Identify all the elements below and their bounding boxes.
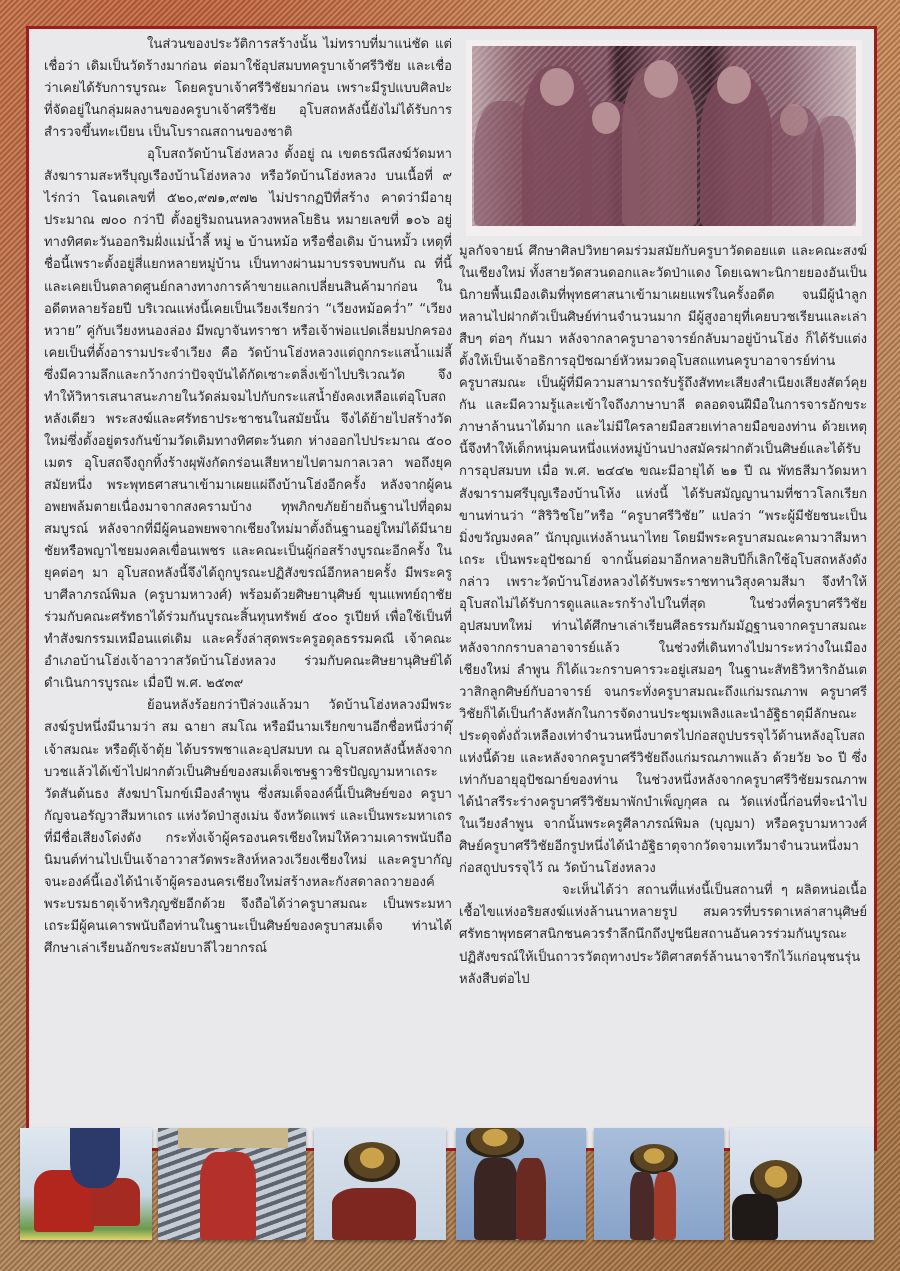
photo-strip-4 bbox=[456, 1128, 586, 1240]
paragraph-kruba-samana: ย้อนหลังร้อยกว่าปีล่วงแล้วมา วัดบ้านโฮ่งหลวงมีพระสงฆ์รูปหนึ่งมีนามว่า สม ฉายา สมโณ หรือมีนามเรียกขานอีกชื่อหนึ่งว่าตุ๊เจ้าสมณะ หรือตุ๊เจ้าตุ้ย ได้บรรพชาและอุปสมบท ณ อุโบสถหลังนี้หลังจากบวชแล้วได้เข้าไปฝากตัวเป็นศิษย์ของสมเด็จเชษฐาวชิรปัญญามหาเถระ วัดสันต้นธง สังฆปาโมกข์เมืองลำพูน ซึ่งสมเด็จองค์นี้เป็นศิษย์ของ ครูบากัญจนอรัญวาสีมหาเถร แห่งวัดป่าสูงเม่น จังหวัดแพร่ และเป็นพระมหาเถรที่มีชื่อเสียงโด่งดัง กระทั่งเจ้าผู้ครองนครเชียงใหม่ให้ความเคารพนับถือนิมนต์ท่านไปเป็นเจ้าอาวาสวัดพระสิงห์หลวงเวียงเชียงใหม่ และครูบากัญจนะองค์นี้เองได้นำเจ้าผู้ครองนครเชียงใหม่สร้างหละกังสดาลถวายองค์พระบรมธาตุเจ้าหริภุญชัยอีกด้วย จึงถือได้ว่าครูบาสมณะ เป็นพระมหาเถระมีผู้คนเคารพนับถือท่านในฐานะเป็นศิษย์ของครูบาสมเด็จ ท่านได้ศึกษาเล่าเรียนอักขระสมัยบาลีไวยากรณ์ bbox=[44, 698, 452, 956]
right-text-column bbox=[459, 241, 867, 991]
paragraph-construction-history: ในส่วนของประวัติการสร้างนั้น ไม่ทราบที่มาแน่ชัด แต่เชื่อว่า เดิมเป็นวัดร้างมาก่อน ต่อมาใช้อุปสมบทครูบาเจ้าศรีวิชัย และเชื่อว่าเคยได้รับการบูรณะ โดยครูบาเจ้าศรีวิชัยมาก่อน เพราะมีรูปแบบศิลปะที่จัดอยู่ในกลุ่มผลงานของครูบาเจ้าศรีวิชัย อุโบสถหลังนี้ยังไม่ได้รับการสำรวจขึ้นทะเบียน เป็นโบราณสถานของชาติ bbox=[44, 37, 452, 141]
left-text-column bbox=[44, 34, 452, 960]
paragraph-ubosot-location: อุโบสถวัดบ้านโฮ่งหลวง ตั้งอยู่ ณ เขตธรณีสงฆ์วัดมหาสังฆารามสะหรีบุญเรืองบ้านโฮ่งหลวง หรือวัดบ้านโฮ่งหลวง บนเนื้อที่ ๙ ไร่กว่า โฉนดเลขที่ ๕๒๐,๙๗๑,๙๗๒ ไม่ปรากฏปีที่สร้าง คาดว่ามีอายุประมาณ ๗๐๐ กว่าปี ตั้งอยู่ริมถนนหลวงพหลโยธิน หมายเลขที่ ๑๐๖ อยู่ทางทิศตะวันออกริมฝั่งแม่น้ำลี้ หมู่ ๒ บ้านหม้อ หรือชื่อเดิม บ้านหมั้ว เหตุที่ชื่อนี้เพราะตั้งอยู่สี่แยกหลายหมู่บ้าน เป็นทางผ่านมาบรรจบพบกัน ณ ที่นี้ และเคยเป็นตลาดศูนย์กลางทางการค้าขายแลกเปลี่ยนสินค้ามาก่อน ในอดีตหลายร้อยปี บริเวณแห่งนี้เคยเป็นเวียงเรียกว่า “เวียงหม้อคว่ำ” “เวียงหวาย” คู่กับเวียงหนองล่อง มีพญาจันทราชา หรือเจ้าพ่อแปดเลี่ยมปกครอง เคยเป็นที่ตั้งอารามประจำเวียง คือ วัดบ้านโฮ่งหลวงแต่ถูกกระแสน้ำแม่ลี้ซึ่งมีความลึกและกว้างกว่าปัจจุบันได้กัดเซาะตลิ่งเข้าไปบริเวณวัด จึงทำให้วิหารเสนาสนะภายในวัดล่มจมไปกับกระแสน้ำยังคงเหลือแต่อุโบสถหลังเดียว พระสงฆ์และศรัทธาประชาชนในสมัยนั้น จึงได้ย้ายไปสร้างวัดใหม่ซึ่งตั้งอยู่ตรงกันข้ามวัดเดิมทางทิศตะวันตก ห่างออกไปประมาณ ๕๐๐ เมตร อุโบสถจึงถูกทิ้งร้างผุพังกัดกร่อนเสียหายไปตามกาลเวลา พอถึงยุคสมัยหนึ่ง พระพุทธศาสนาเข้ามาเผยแผ่ถึงบ้านโฮ่งอีกครั้ง หลังจากผู้คนอพยพล้มตายเนื่องมาจากสงครามบ้าง ทุพภิกขภัยย้ายถิ่นฐานไปที่อุดมสมบูรณ์ หลังจากที่มีผู้คนอพยพจากเชียงใหม่มาตั้งถิ่นฐานอยู่ใหม่ได้มีนายชัยหรือพญาไชยมงคลเขื่อนเพชร และคณะเป็นผู้ก่อสร้างบูรณะอีกครั้ง ในยุคต่อๆ มา อุโบสถหลังนี้จึงได้ถูกบูรณะปฏิสังขรณ์อีกหลายครั้ง มีพระครูบาศีลาภรณ์พิมล (ครูบามหาวงศ์) พร้อมด้วยศิษยานุศิษย์ ขุนแพทย์ฤาชัย ร่วมกับคณะศรัทธาได้ร่วมกันบูรณะสิ้นทุนทรัพย์ ๕๐๐ รูเปียห์ เพื่อใช้เป็นที่ทำสังฆกรรมเหมือนแต่เดิม และครั้งล่าสุดพระครูอดุลธรรมคณี เจ้าคณะอำเภอบ้านโฮ่งเจ้าอาวาสวัดบ้านโฮ่งหลวง ร่วมกับคณะศิษยานุศิษย์ได้ดำเนินการบูรณะ เมื่อปี พ.ศ. ๒๕๓๙ bbox=[44, 147, 452, 692]
photo-icon bbox=[472, 46, 856, 226]
photo-strip-1 bbox=[20, 1128, 152, 1240]
paragraph-kruba-sriwichai: มูลกัจจายน์ ศึกษาศิลปวิทยาคมร่วมสมัยกับครูบาวัดดอยแต และคณะสงฆ์ในเชียงใหม่ ทั้งสายวัดสวนดอกและวัดป่าแดง โดยเฉพาะนิกายยองอันเป็นนิกายพื้นเมืองเดิมที่พุทธศาสนาเข้ามาเผยแพร่ในครั้งอดีต จนมีผู้นำลูกหลานไปฝากตัวเป็นศิษย์ท่านจำนวนมาก มีผู้สูงอายุที่เคยบวชเรียนและเล่าสืบๆ ต่อๆ กันมา หลังจากลาครูบาอาจารย์กลับมาอยู่บ้านโฮ่ง ก็ได้รับแต่งตั้งให้เป็นเจ้าอธิการอุปัชฌาย์หัวหมวดอุโบสถแทนครูบาอาจารย์ท่าน ครูบาสมณะ เป็นผู้ที่มีความสามารถรับรู้ถึงสัททะเสียงสำเนียงเสียงสัตว์คุยกัน และมีความรู้และเข้าใจถึงภาษาบาลี ตลอดจนฝีมือในการจารอักขระภาษาล้านนาได้มาก และไม่มีใครลายมือสวยเท่าลายมือของท่าน ด้วยเหตุนี้จึงทำให้เด็กหนุ่มคนหนึ่งแห่งหมู่บ้านปางสมัครฝากตัวเป็นศิษย์และได้รับการอุปสมบท เมื่อ พ.ศ. ๒๔๔๒ ขณะมีอายุได้ ๒๑ ปี ณ พัทธสีมาวัดมหาสังฆารามศรีบุญเรืองบ้านโห้ง แห่งนี้ ได้รับสมัญญานามที่ชาวโลกเรียกขานท่านว่า “สิริวิชโย”หรือ “ครูบาศรีวิชัย” แปลว่า “พระผู้มีชัยชนะเป็นมิ่งขวัญมงคล” นักบุญแห่งล้านนาไทย โดยมีพระครูบาสมณะคามวาสีมหาเถระ เป็นพระอุปัชฌาย์ จากนั้นต่อมาอีกหลายสิบปีก็เลิกใช้อุโบสถหลังดังกล่าว เพราะวัดบ้านโฮ่งหลวงได้รับพระราชทานวิสุงคามสีมา จึงทำให้อุโบสถไม่ได้รับการดูแลและรกร้างไปในที่สุด ในช่วงที่ครูบาศรีวิชัยอุปสมบทใหม่ ท่านได้ศึกษาเล่าเรียนศีลธรรมกัมมัฏฐานจากครูบาสมณะ หลังจากกราบลาอาจารย์แล้ว ในช่วงที่เดินทางไปมาระหว่างในเมืองเชียงใหม่ ลำพูน ก็ได้แวะกราบคารวะอยู่เสมอๆ ในฐานะสัทธิวิหาริกอันเตวาสิกลูกศิษย์กับอาจารย์ จนกระทั่งครูบาสมณะถึงแก่มรณภาพ ครูบาศรีวิชัยก็ได้เป็นกำลังหลักในการจัดงานประชุมเพลิงและนำอัฐิธาตุมีลักษณะประดุจดั่งถั่วเหลืองเท่าจำนวนหนึ่งบาตรไปก่อสถูปบรรจุไว้ด้านหลังอุโบสถแห่งนี้ด้วย และหลังจากครูบาศรีวิชัยถึงแก่มรณภาพแล้ว ด้วยวัย ๖๐ ปี ซึ่งเท่ากับอายุอุปัชฌาย์ของท่าน ในช่วงหนึ่งหลังจากครูบาศรีวิชัยมรณภาพ ได้นำสรีระร่างครูบาศรีวิชัยมาพักบำเพ็ญกุศล ณ วัดแห่งนี้ก่อนที่จะนำไปในเวียงลำพูน จากนั้นพระครูศีลาภรณ์พิมล (บุญมา) หรือครูบามหาวงศ์ ศิษย์ครูบาศรีวิชัยอีกรูปหนึ่งได้นำอัฐิธาตุจากวัดจามเทวีมาจำนวนหนึ่งมาก่อสถูปบรรจุไว้ ณ วัดบ้านโฮ่งหลวง bbox=[459, 244, 867, 877]
paragraph-conclusion: จะเห็นได้ว่า สถานที่แห่งนี้เป็นสถานที่ ๆ ผลิตหน่อเนื้อเชื้อไขแห่งอริยสงฆ์แห่งล้านนาหลายรูป สมควรที่บรรดาเหล่าสานุศิษย์ศรัทธาพุทธศาสนิกชนควรรำลึกนึกถึงปูชนียสถานอันควรร่วมกันบูรณะปฏิสังขรณ์ให้เป็นถาวรวัตถุทางประวัติศาสตร์ล้านนาจารึกไว้แก่อนุชนรุ่นหลังสืบต่อไป bbox=[459, 883, 867, 987]
photo-strip-6 bbox=[730, 1128, 874, 1240]
photo-strip-3 bbox=[314, 1128, 446, 1240]
photo-strip-2 bbox=[158, 1128, 306, 1240]
photo-strip-5 bbox=[594, 1128, 724, 1240]
historic-monks-photo bbox=[466, 40, 862, 236]
